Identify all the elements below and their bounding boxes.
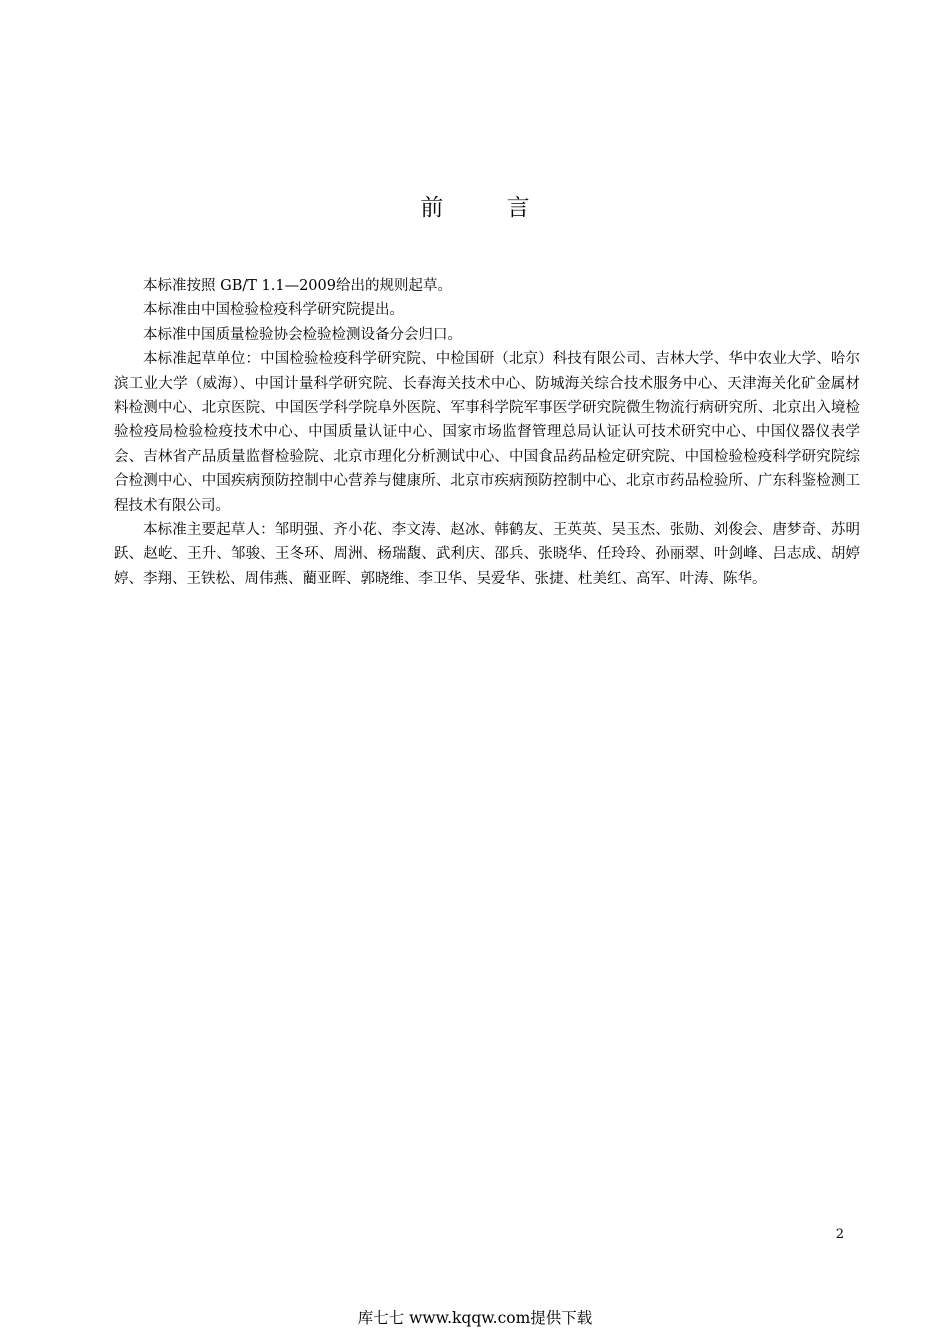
footer-watermark: 库七七 www.kqqw.com提供下载	[357, 1309, 593, 1327]
body-text	[114, 274, 860, 591]
paragraph-drafting-rules: 本标准按照 GB/T 1.1—2009给出的规则起草。	[143, 278, 452, 294]
paragraph-drafters: 本标准主要起草人：邹明强、齐小花、李文涛、赵冰、韩鹤友、王英英、吴玉杰、张勋、刘俊会、唐梦奇、苏明跃、赵屹、王升、邹骏、王冬环、周洲、杨瑞馥、武利庆、邵兵、张晓华、任玲玲、孙丽翠、叶剑峰、吕志成、胡婷婷、李翔、王铁松、周伟燕、藺亚晖、郭晓维、李卫华、吴爱华、张捷、杜美红、高军、叶涛、陈华。	[114, 522, 860, 587]
page-title: 前 言	[420, 195, 558, 221]
paragraph-drafting-units: 本标准起草单位：中国检验检疫科学研究院、中检国研（北京）科技有限公司、吉林大学、华中农业大学、哈尔滨工业大学（威海）、中国计量科学研究院、长春海关技术中心、防城海关综合技术服务中心、天津海关化矿金属材料检测中心、北京医院、中国医学科学院阜外医院、军事科学院军事医学研究院微生物流行病研究所、北京出入境检验检疫局检验检疫技术中心、中国质量认证中心、国家市场监督管理总局认证认可技术研究中心、中国仪器仪表学会、吉林省产品质量监督检验院、北京市理化分析测试中心、中国食品药品检定研究院、中国检验检疫科学研究院综合检测中心、中国疾病预防控制中心营养与健康所、北京市疾病预防控制中心、北京市药品检验所、广东科鉴检测工程技术有限公司。	[114, 351, 860, 514]
paragraph-administrator: 本标准中国质量检验协会检验检测设备分会归口。	[143, 326, 462, 343]
page-number: 2	[835, 1227, 844, 1242]
paragraph-proposer: 本标准由中国检验检疫科学研究院提出。	[143, 302, 404, 319]
